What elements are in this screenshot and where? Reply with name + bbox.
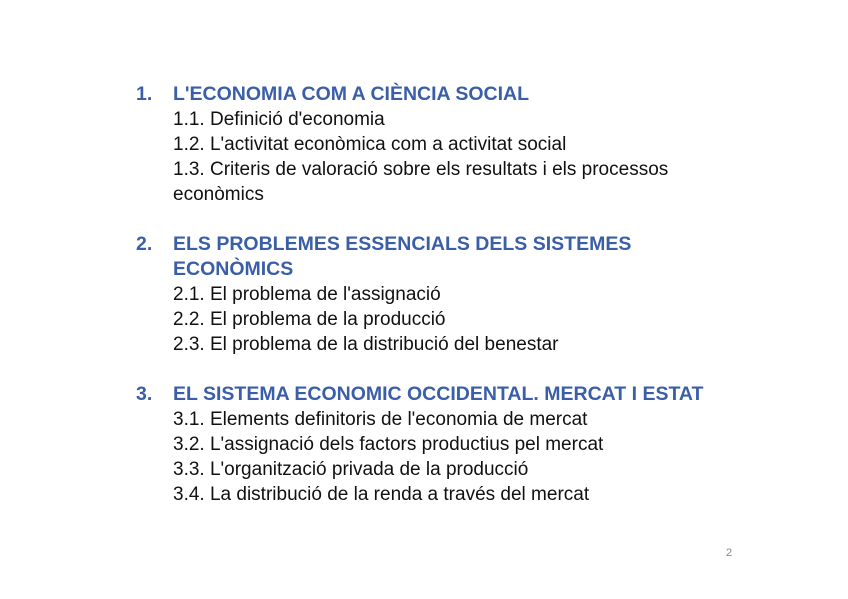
section-title: ELS PROBLEMES ESSENCIALS DELS SISTEMES ECONÒMICS xyxy=(173,233,632,280)
subitem: 3.2. L'assignació dels factors productius pel mercat xyxy=(173,434,604,455)
subitem: 2.3. El problema de la distribució del benestar xyxy=(173,334,559,355)
subitem-list xyxy=(136,407,756,507)
section-1 xyxy=(136,82,756,207)
section-heading xyxy=(136,232,756,282)
section-3 xyxy=(136,382,756,507)
subitem: 1.2. L'activitat econòmica com a activitat social xyxy=(173,134,567,155)
page-number: 2 xyxy=(726,547,733,559)
section-heading xyxy=(136,82,756,107)
subitem-list xyxy=(136,282,756,357)
section-title: L'ECONOMIA COM A CIÈNCIA SOCIAL xyxy=(173,83,529,105)
section-number: 2. xyxy=(136,233,153,255)
section-heading xyxy=(136,382,756,407)
subitem-list xyxy=(136,107,756,207)
subitem: 1.3. Criteris de valoració sobre els resultats i els processos econòmics xyxy=(173,159,669,205)
table-of-contents xyxy=(136,82,756,532)
subitem: 3.3. L'organització privada de la producció xyxy=(173,459,529,480)
subitem: 3.4. La distribució de la renda a través del mercat xyxy=(173,484,590,505)
section-title: EL SISTEMA ECONOMIC OCCIDENTAL. MERCAT I ESTAT xyxy=(173,383,704,405)
section-number: 1. xyxy=(136,83,153,105)
subitem: 2.2. El problema de la producció xyxy=(173,309,446,330)
subitem: 2.1. El problema de l'assignació xyxy=(173,284,441,305)
subitem: 1.1. Definició d'economia xyxy=(173,109,385,130)
subitem: 3.1. Elements definitoris de l'economia de mercat xyxy=(173,409,588,430)
section-number: 3. xyxy=(136,383,153,405)
section-2 xyxy=(136,232,756,357)
